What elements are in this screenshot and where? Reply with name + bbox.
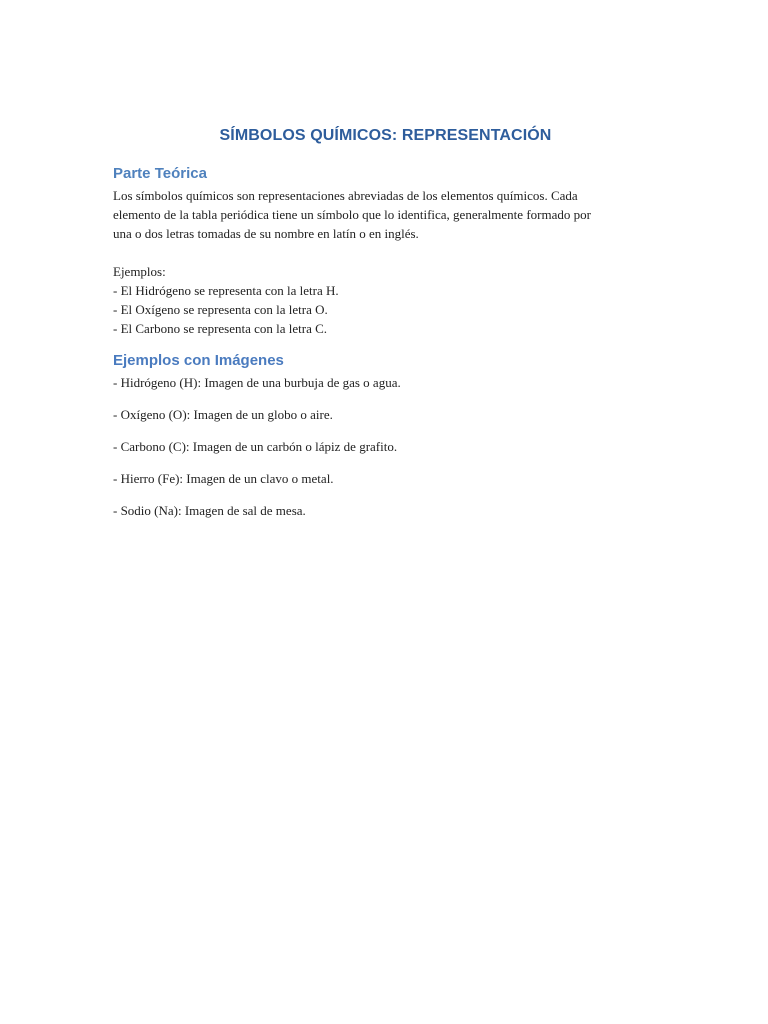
document-page xyxy=(113,126,658,533)
theory-intro-line: una o dos letras tomadas de su nombre en latín o en inglés. xyxy=(113,226,419,241)
theory-intro-paragraph xyxy=(113,186,658,243)
examples-label: Ejemplos: xyxy=(113,264,166,279)
paragraph-spacer xyxy=(113,243,658,262)
example-item: - El Hidrógeno se representa con la letra H. xyxy=(113,283,339,298)
theory-intro-line: Los símbolos químicos son representaciones abreviadas de los elementos químicos. Cada xyxy=(113,188,578,203)
theory-heading: Parte Teórica xyxy=(113,165,207,182)
image-example-item: - Oxígeno (O): Imagen de un globo o aire. xyxy=(113,407,333,422)
document-title: SÍMBOLOS QUÍMICOS: REPRESENTACIÓN xyxy=(219,127,552,144)
image-example-item: - Sodio (Na): Imagen de sal de mesa. xyxy=(113,503,306,518)
image-example-item: - Carbono (C): Imagen de un carbón o lápiz de grafito. xyxy=(113,439,398,454)
theory-intro-line: elemento de la tabla periódica tiene un símbolo que lo identifica, generalmente formado por xyxy=(113,207,591,222)
examples-block xyxy=(113,262,658,338)
image-example-item: - Hidrógeno (H): Imagen de una burbuja de gas o agua. xyxy=(113,375,401,390)
images-heading: Ejemplos con Imágenes xyxy=(113,352,284,369)
image-examples-list xyxy=(113,373,658,520)
example-item: - El Carbono se representa con la letra C. xyxy=(113,321,328,336)
image-example-item: - Hierro (Fe): Imagen de un clavo o metal. xyxy=(113,471,334,486)
example-item: - El Oxígeno se representa con la letra O. xyxy=(113,302,328,317)
